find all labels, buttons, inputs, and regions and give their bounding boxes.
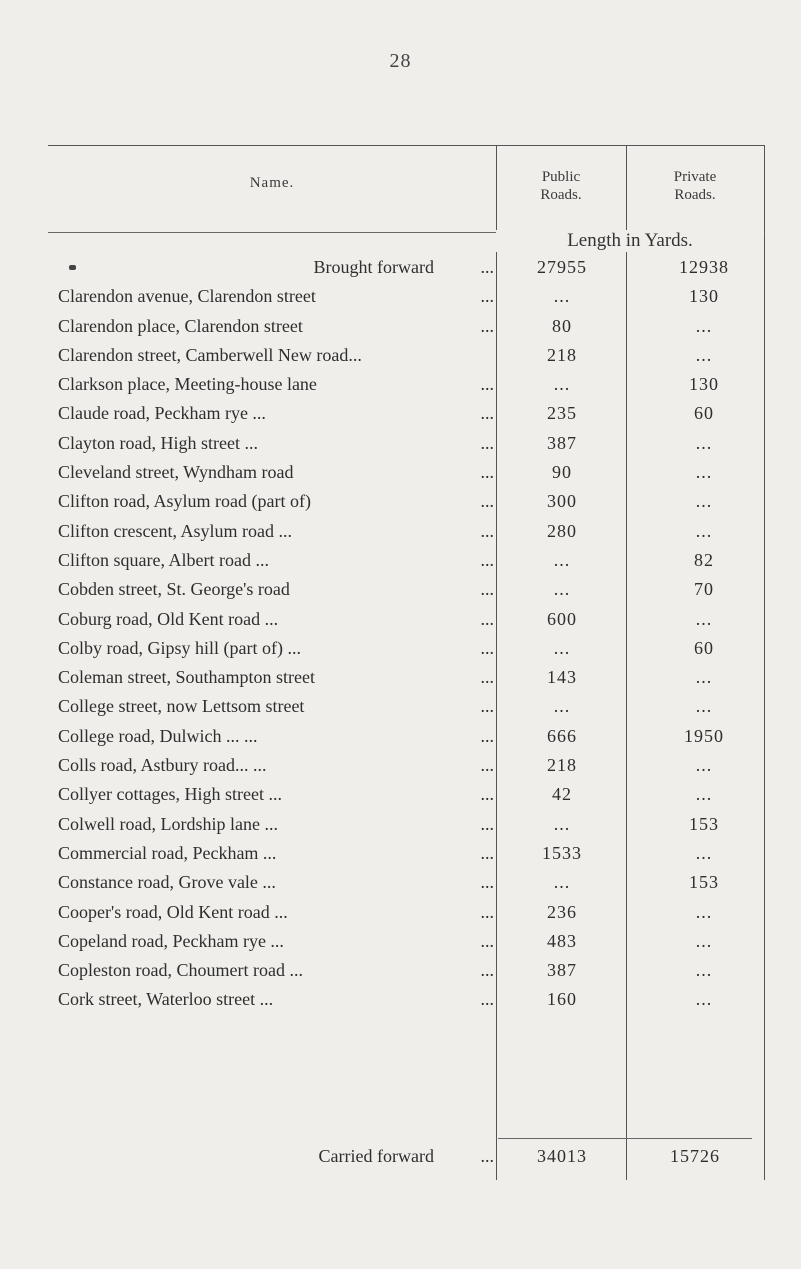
private-roads-value: ...	[695, 344, 713, 365]
private-roads-value: 153	[689, 813, 719, 834]
private-roads-value: 130	[689, 374, 719, 395]
public-roads-value: ...	[553, 696, 571, 717]
public-roads-value: 235	[547, 403, 577, 424]
row-leader: ...	[480, 930, 494, 951]
row-leader: ...	[480, 901, 494, 922]
row-leader: ...	[480, 432, 494, 453]
table-row	[0, 840, 801, 869]
header-private-line1: Private	[673, 169, 717, 185]
table-row	[0, 811, 801, 840]
private-roads-value: ...	[695, 989, 713, 1010]
public-roads-value: 1533	[542, 842, 582, 863]
public-roads-value: 236	[547, 901, 577, 922]
road-name: Coburg road, Old Kent road ...	[58, 608, 279, 629]
row-leader: ...	[480, 872, 494, 893]
table-row	[0, 430, 801, 459]
road-name: Colby road, Gipsy hill (part of) ...	[58, 637, 301, 658]
private-roads-value: 60	[694, 637, 714, 658]
row-leader: ...	[480, 755, 494, 776]
road-name: Cork street, Waterloo street ...	[58, 989, 274, 1010]
public-roads-value: 280	[547, 520, 577, 541]
table-row	[0, 342, 801, 371]
header-name: Name.	[249, 175, 295, 191]
road-name: Commercial road, Peckham ...	[58, 842, 277, 863]
row-leader: ...	[480, 725, 494, 746]
row-leader: ...	[480, 579, 494, 600]
public-roads-value: 387	[547, 432, 577, 453]
private-roads-value: ...	[695, 667, 713, 688]
public-roads-value: 80	[552, 315, 572, 336]
road-name: Clifton crescent, Asylum road ...	[58, 520, 292, 541]
table-row	[0, 283, 801, 312]
table-row	[0, 781, 801, 810]
private-roads-value: ...	[695, 432, 713, 453]
private-roads-value: ...	[695, 842, 713, 863]
private-roads-value: ...	[695, 491, 713, 512]
road-name: Claude road, Peckham rye ...	[58, 403, 266, 424]
table-row	[0, 957, 801, 986]
road-name: Colls road, Astbury road... ...	[58, 755, 267, 776]
road-name: Cooper's road, Old Kent road ...	[58, 901, 288, 922]
road-name: Clayton road, High street ...	[58, 432, 258, 453]
brought-forward-label: Brought forward	[313, 257, 434, 277]
carried-forward-label: Carried forward	[318, 1146, 434, 1166]
table-row	[0, 928, 801, 957]
table-row	[0, 371, 801, 400]
road-name: Cleveland street, Wyndham road	[58, 462, 294, 483]
public-roads-value: 218	[547, 755, 577, 776]
road-name: Clarendon place, Clarendon street	[58, 315, 303, 336]
private-roads-value: 70	[694, 579, 714, 600]
road-name: Clarendon avenue, Clarendon street	[58, 286, 316, 307]
table-row	[0, 547, 801, 576]
public-roads-value: ...	[553, 813, 571, 834]
private-roads-value: 1950	[684, 725, 724, 746]
carried-forward-public: 34013	[537, 1146, 587, 1166]
header-private-line2: Roads.	[674, 187, 716, 203]
private-roads-value: 60	[694, 403, 714, 424]
row-leader: ...	[480, 374, 494, 395]
length-in-yards-label: Length in Yards.	[496, 230, 764, 252]
public-roads-value: 483	[547, 930, 577, 951]
row-leader: ...	[480, 637, 494, 658]
row-leader: ...	[480, 491, 494, 512]
private-roads-value: ...	[695, 960, 713, 981]
row-leader: ...	[480, 403, 494, 424]
row-leader: ...	[480, 462, 494, 483]
row-leader: ...	[480, 960, 494, 981]
public-roads-value: 387	[547, 960, 577, 981]
private-roads-value: ...	[695, 608, 713, 629]
brought-forward-public: 27955	[537, 257, 587, 277]
header-public-roads	[496, 168, 626, 204]
header-public-line1: Public	[541, 169, 581, 185]
public-roads-value: 218	[547, 344, 577, 365]
private-roads-value: 82	[694, 549, 714, 570]
table-row	[0, 576, 801, 605]
public-roads-value: 42	[552, 784, 572, 805]
road-name: Clifton road, Asylum road (part of)	[58, 491, 311, 512]
brought-forward-row	[0, 254, 801, 283]
table-row	[0, 488, 801, 517]
table-top-rule	[48, 145, 765, 146]
row-leader: ...	[480, 784, 494, 805]
public-roads-value: 143	[547, 667, 577, 688]
public-roads-value: 160	[547, 989, 577, 1010]
total-rule	[498, 1138, 752, 1139]
public-roads-value: 600	[547, 608, 577, 629]
table-row	[0, 664, 801, 693]
public-roads-value: 90	[552, 462, 572, 483]
private-roads-value: ...	[695, 462, 713, 483]
row-leader: ...	[480, 286, 494, 307]
table-row	[0, 313, 801, 342]
road-name: Constance road, Grove vale ...	[58, 872, 276, 893]
private-roads-value: ...	[695, 315, 713, 336]
row-leader: ...	[480, 257, 494, 277]
table-row	[0, 723, 801, 752]
private-roads-value: ...	[695, 755, 713, 776]
row-leader: ...	[480, 520, 494, 541]
table-row	[0, 635, 801, 664]
row-leader: ...	[480, 549, 494, 570]
row-leader: ...	[480, 667, 494, 688]
page-number: 28	[389, 50, 412, 72]
public-roads-value: ...	[553, 286, 571, 307]
road-name: Clarkson place, Meeting-house lane	[58, 374, 317, 395]
row-leader: ...	[480, 608, 494, 629]
table-row	[0, 518, 801, 547]
table-row	[0, 869, 801, 898]
road-name: Colwell road, Lordship lane ...	[58, 813, 278, 834]
road-name: Coleman street, Southampton street	[58, 667, 315, 688]
table-row	[0, 606, 801, 635]
road-name: Clifton square, Albert road ...	[58, 549, 269, 570]
table-row	[0, 752, 801, 781]
private-roads-value: 153	[689, 872, 719, 893]
public-roads-value: ...	[553, 374, 571, 395]
table-row	[0, 986, 801, 1015]
private-roads-value: 130	[689, 286, 719, 307]
public-roads-value: ...	[553, 872, 571, 893]
public-roads-value: ...	[553, 637, 571, 658]
road-name: Copleston road, Choumert road ...	[58, 960, 303, 981]
carried-forward-row	[0, 1146, 801, 1176]
private-roads-value: ...	[695, 696, 713, 717]
road-name: Clarendon street, Camberwell New road...	[58, 344, 362, 365]
table-row	[0, 459, 801, 488]
row-leader: ...	[480, 813, 494, 834]
carried-forward-private: 15726	[670, 1146, 720, 1166]
header-public-line2: Roads.	[540, 187, 582, 203]
private-roads-value: ...	[695, 784, 713, 805]
brought-forward-private: 12938	[679, 257, 729, 277]
table-row	[0, 400, 801, 429]
row-leader: ...	[480, 315, 494, 336]
road-name: Cobden street, St. George's road	[58, 579, 290, 600]
row-leader: ...	[480, 696, 494, 717]
public-roads-value: 666	[547, 725, 577, 746]
header-private-roads	[626, 168, 764, 204]
road-name: Collyer cottages, High street ...	[58, 784, 282, 805]
road-name: College street, now Lettsom street	[58, 696, 305, 717]
table-row	[0, 693, 801, 722]
table-body	[0, 254, 801, 1016]
row-leader: ...	[480, 842, 494, 863]
private-roads-value: ...	[695, 930, 713, 951]
road-name: Copeland road, Peckham rye ...	[58, 930, 284, 951]
row-leader: ...	[480, 1146, 494, 1166]
road-name: College road, Dulwich ... ...	[58, 725, 258, 746]
public-roads-value: ...	[553, 579, 571, 600]
public-roads-value: 300	[547, 491, 577, 512]
private-roads-value: ...	[695, 520, 713, 541]
public-roads-value: ...	[553, 549, 571, 570]
table-row	[0, 899, 801, 928]
private-roads-value: ...	[695, 901, 713, 922]
row-leader: ...	[480, 989, 494, 1010]
